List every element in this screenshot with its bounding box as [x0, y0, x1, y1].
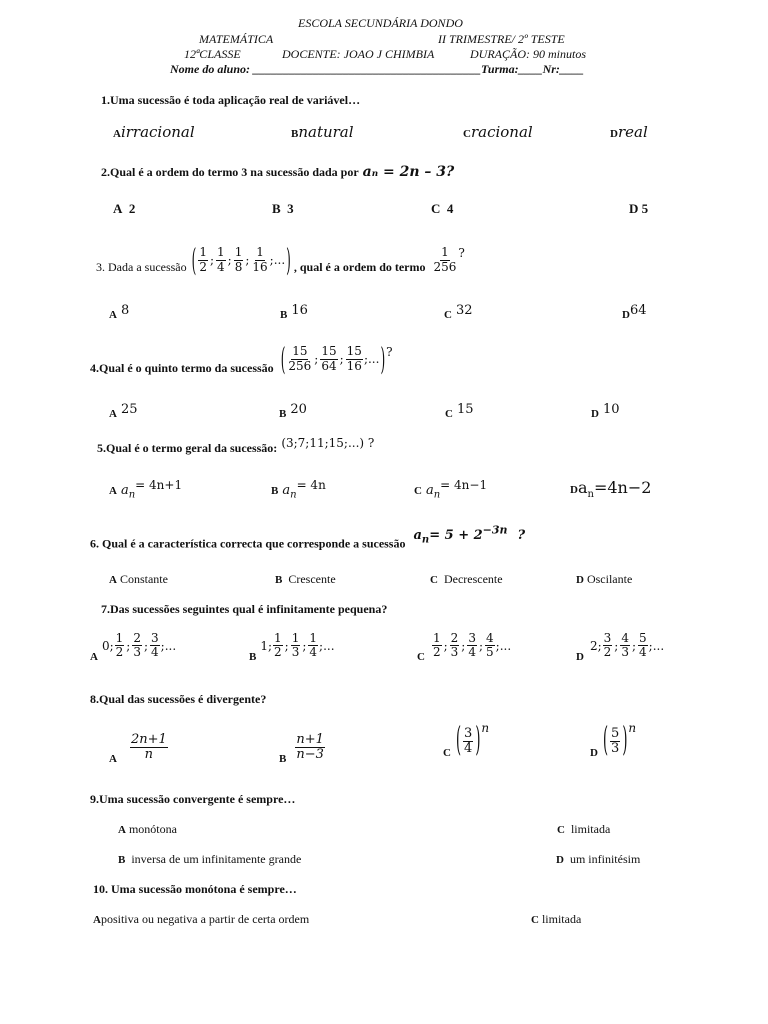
- q7-option-c: C $\frac{1}{2}$ ; $\frac{2}{3}$ ; $\frac{3}{4}$ ; $\frac{4}{5}$ ;...: [417, 631, 512, 664]
- duration: DURAÇÃO: 90 minutos: [470, 47, 586, 61]
- q3-option-d: $D^{64}$: [622, 303, 647, 321]
- q8-option-c: C ( $\frac{3}{4}$ ) n: [443, 721, 490, 762]
- q2-option-b: [272, 201, 294, 217]
- right-paren: ): [380, 340, 386, 378]
- left-paren: (: [191, 241, 197, 279]
- option-text: irracional: [120, 123, 195, 141]
- option-letter: D: [590, 746, 598, 759]
- q4-sequence: ( $\frac{15}{256}$ ; $\frac{15}{64}$ ; $\frac{15}{16}$ ;... ) ?: [280, 340, 393, 378]
- q2-formula: aₙ = 2n – 3?: [362, 164, 455, 180]
- option-letter: A: [90, 651, 98, 664]
- option-text: racional: [470, 123, 533, 141]
- question-8: 8.Qual das sucessões é divergente?: [90, 692, 267, 706]
- option-text: 5: [641, 201, 649, 216]
- option-letter: A: [109, 309, 117, 321]
- question-2: [101, 163, 454, 181]
- option-letter: C: [414, 485, 422, 497]
- option-letter: C: [417, 651, 425, 664]
- q3-option-c: C $^{32}$: [444, 303, 473, 321]
- term: II TRIMESTRE/ 2º TESTE: [438, 32, 565, 46]
- school-name: ESCOLA SECUNDÁRIA DONDO: [298, 16, 463, 30]
- q6-option-c: C Decrescente: [430, 572, 503, 586]
- option-letter: A: [109, 752, 117, 765]
- q2-option-a: [113, 201, 135, 217]
- option-letter: D: [556, 854, 564, 866]
- question-text: 6. Qual é a característica correcta que corresponde a sucessão: [90, 536, 406, 551]
- q1-option-d: [610, 123, 648, 142]
- q4-option-b: B $^{20}$: [279, 402, 307, 420]
- option-letter: B: [291, 128, 299, 140]
- q10-option-a: Apositiva ou negativa a partir de certa ordem: [93, 912, 310, 926]
- option-letter: A: [109, 408, 117, 420]
- q9-option-b: B inversa de um infinitamente grande: [118, 852, 302, 866]
- q3-term: $\frac{1}{256}$ ?: [433, 245, 465, 274]
- q8-option-d: D ( $\frac{5}{3}$ ) n: [590, 721, 637, 762]
- q5-option-b: B $a_n^{= 4n}$: [271, 478, 326, 501]
- q3-option-b: B $^{16}$: [280, 303, 308, 321]
- q7-option-d: D 2; $\frac{3}{2}$ ; $\frac{4}{3}$ ; $\frac{5}{4}$ ;...: [576, 631, 665, 664]
- option-letter: A: [109, 485, 117, 497]
- q6-option-d: D Oscilante: [576, 572, 633, 586]
- question-text: 4.Qual é o quinto termo da sucessão: [90, 360, 274, 375]
- option-letter: C: [557, 824, 565, 836]
- option-letter: D: [629, 201, 639, 216]
- question-9: 9.Uma sucessão convergente é sempre…: [90, 792, 296, 806]
- option-letter: A: [109, 574, 117, 586]
- option-letter: A: [93, 914, 101, 926]
- option-letter: C: [445, 408, 453, 420]
- option-letter: B: [249, 651, 257, 664]
- q5-option-a: A $a_n^{= 4n+1}$: [109, 478, 183, 501]
- q5-option-d: $Da_n=4n-2$: [570, 478, 652, 501]
- question-5: [97, 436, 374, 457]
- option-letter: A: [118, 824, 126, 836]
- option-text: 3: [287, 201, 294, 216]
- question-text-2: , qual é a ordem do termo: [293, 259, 426, 274]
- teacher: DOCENTE: JOAO J CHIMBIA: [282, 47, 435, 61]
- subject: MATEMÁTICA: [199, 32, 274, 46]
- q2-option-d: [629, 201, 648, 217]
- q6-formula: = $5 + 2^{-3n}$: [429, 524, 508, 544]
- q8-option-b: B $\frac{n+1}{n-3}$: [279, 732, 324, 765]
- question-text: 5.Qual é o termo geral da sucessão:: [97, 441, 278, 455]
- question-text: 2.Qual é a ordem do termo 3 na sucessão dada por: [101, 165, 359, 179]
- question-1: 1.Uma sucessão é toda aplicação real de variável…: [101, 93, 361, 107]
- q3-option-a: A $^8$: [109, 303, 130, 321]
- right-paren: ): [286, 241, 291, 279]
- option-letter: A: [113, 201, 123, 216]
- q1-option-c: [463, 123, 533, 142]
- q4-option-a: A $^{25}$: [109, 402, 138, 420]
- q9-option-c: C limitada: [557, 822, 611, 836]
- q9-option-d: D um infinitésim: [556, 852, 641, 866]
- student-line: Nome do aluno: ______________________________________Turma:____Nr:____: [170, 62, 584, 76]
- option-letter: C: [463, 128, 471, 140]
- option-text: natural: [298, 123, 354, 141]
- option-letter: D: [570, 484, 578, 496]
- option-text: 4: [446, 201, 454, 216]
- q7-option-b: B 1; $\frac{1}{2}$ ; $\frac{1}{3}$ ; $\frac{1}{4}$ ;...: [249, 631, 335, 664]
- option-letter: D: [591, 408, 599, 420]
- option-letter: B: [279, 752, 287, 765]
- option-letter: D: [610, 128, 618, 140]
- q1-option-b: [291, 123, 354, 142]
- q5-option-c: C $a_n^{= 4n-1}$: [414, 478, 488, 501]
- question-10: 10. Uma sucessão monótona é sempre…: [93, 882, 297, 896]
- q3-sequence: ( $\frac{1}{2}$ ; $\frac{1}{4}$ ; $\frac{1}{8}$ ; $\frac{1}{16}$ ;... ): [191, 241, 291, 279]
- option-letter: B: [280, 309, 288, 321]
- option-letter: C: [444, 309, 452, 321]
- option-letter: D: [576, 574, 584, 586]
- question-text: 3. Dada a sucessão: [96, 259, 187, 274]
- grade: 12ªCLASSE: [184, 47, 241, 61]
- option-text: 2: [128, 201, 136, 216]
- q4-option-d: D $^{10}$: [591, 402, 620, 420]
- option-letter: A: [113, 128, 121, 140]
- option-letter: C: [430, 574, 438, 586]
- option-letter: C: [531, 914, 539, 926]
- option-letter: B: [271, 485, 279, 497]
- question-6: $_{6. Qual é a característica correcta que corresponde a sucessão}$ $a_n= 5 + 2^{-3n}$ ?: [90, 524, 526, 551]
- question-7: 7.Das sucessões seguintes qual é infinitamente pequena?: [101, 602, 388, 616]
- option-letter: D: [576, 651, 584, 664]
- option-letter: B: [118, 854, 126, 866]
- q1-option-a: [113, 123, 195, 142]
- q6-option-a: A Constante: [109, 572, 168, 586]
- q8-option-a: A $\frac{2n+1}{n}$: [109, 732, 167, 765]
- question-3: [96, 240, 465, 280]
- left-paren: (: [280, 340, 286, 378]
- q2-option-c: [431, 201, 453, 217]
- option-letter: C: [431, 201, 441, 216]
- q10-option-c: C limitada: [531, 912, 582, 926]
- q9-option-a: A monótona: [118, 822, 177, 836]
- option-letter: D: [622, 309, 630, 321]
- option-letter: B: [272, 201, 281, 216]
- option-letter: B: [275, 574, 283, 586]
- q4-option-c: C $^{15}$: [445, 402, 474, 420]
- option-letter: C: [443, 746, 451, 759]
- option-text: real: [617, 123, 648, 141]
- question-4: [90, 338, 393, 380]
- option-letter: B: [279, 408, 287, 420]
- q6-option-b: B Crescente: [275, 572, 336, 586]
- q7-option-a: A 0; $\frac{1}{2}$ ; $\frac{2}{3}$ ; $\frac{3}{4}$ ;...: [90, 631, 177, 664]
- q5-sequence: (3;7;11;15;...) ?: [281, 436, 375, 450]
